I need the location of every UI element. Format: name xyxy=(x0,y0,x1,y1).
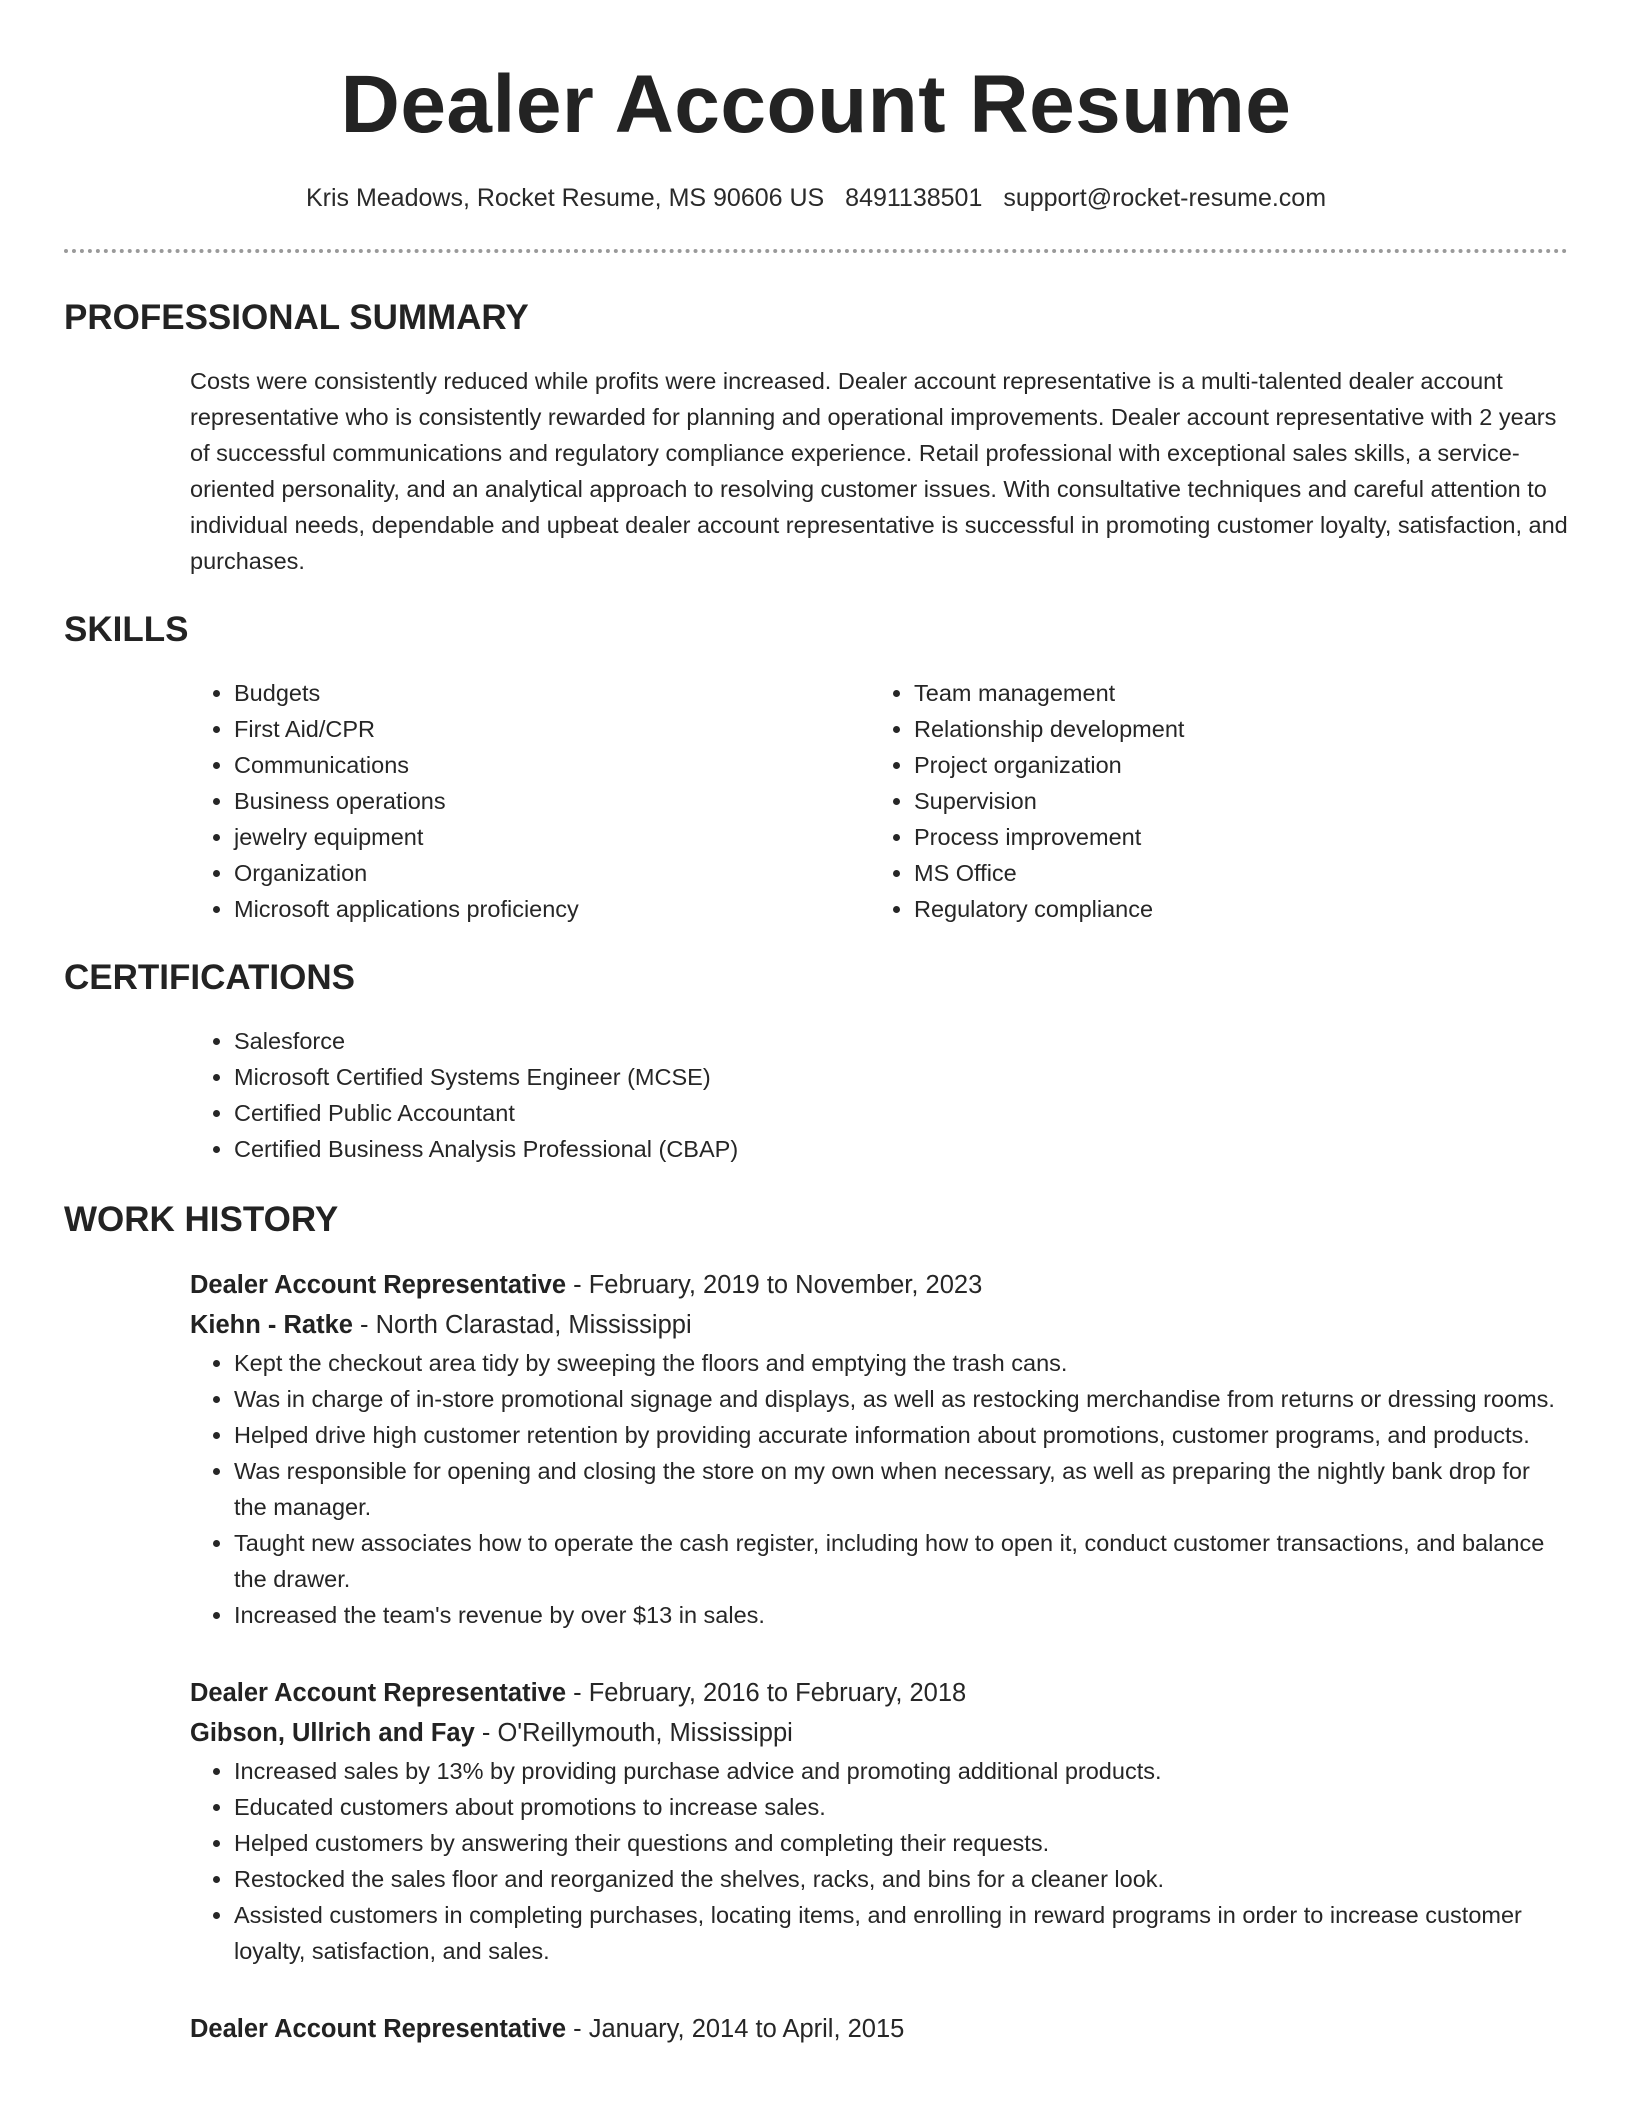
job-bullets xyxy=(190,1753,1568,1969)
job-bullet: • Was in charge of in-store promotional signage and displays, as well as restocking merchandise from returns or dressing rooms. xyxy=(234,1381,1568,1417)
skills-column-right xyxy=(870,675,1550,927)
job-entry xyxy=(190,1265,1568,1633)
skill-item: • Microsoft applications proficiency xyxy=(234,891,870,927)
job-bullet: • Kept the checkout area tidy by sweeping the floors and emptying the trash cans. xyxy=(234,1345,1568,1381)
job-bullet: • Was responsible for opening and closing the store on my own when necessary, as well as preparing the nightly bank drop for the manager. xyxy=(234,1453,1568,1525)
skill-item: • Regulatory compliance xyxy=(914,891,1550,927)
resume-page xyxy=(64,0,1568,2112)
skill-item: • Project organization xyxy=(914,747,1550,783)
skill-item: • MS Office xyxy=(914,855,1550,891)
job-entry xyxy=(190,1673,1568,1969)
job-role: Dealer Account Representative xyxy=(190,1678,567,1707)
job-bullet: • Taught new associates how to operate the cash register, including how to open it, conduct customer transactions, and balance the drawer. xyxy=(234,1525,1568,1597)
certification-item: • Microsoft Certified Systems Engineer (MCSE) xyxy=(234,1059,1568,1095)
job-company-line xyxy=(190,1713,1568,1753)
summary-text: Costs were consistently reduced while profits were increased. Dealer account representative is a multi-talented dealer account representative who is consistently rewarded for planning and operational improvements. Dealer account representative with 2 years of successful communications and regulatory compliance experience. Retail professional with exceptional sales skills, a service-oriented personality, and an analytical approach to resolving customer issues. With consultative techniques and careful attention to individual needs, dependable and upbeat dealer account representative is successful in promoting customer loyalty, satisfaction, and purchases. xyxy=(190,367,1568,574)
section-title-certifications: CERTIFICATIONS xyxy=(64,957,356,997)
skill-item: • First Aid/CPR xyxy=(234,711,870,747)
job-dates: - February, 2019 to November, 2023 xyxy=(566,1270,983,1299)
contact-phone: 8491138501 xyxy=(845,184,983,213)
contact-email: support@rocket-resume.com xyxy=(1003,184,1327,213)
skill-item: • Communications xyxy=(234,747,870,783)
job-company: Kiehn - Ratke xyxy=(190,1310,353,1339)
contact-address: Kris Meadows, Rocket Resume, MS 90606 US xyxy=(305,184,825,213)
job-bullet: • Increased sales by 13% by providing purchase advice and promoting additional products. xyxy=(234,1753,1568,1789)
skills-list xyxy=(190,675,1568,927)
skill-item: • Budgets xyxy=(234,675,870,711)
certification-item: • Certified Public Accountant xyxy=(234,1095,1568,1131)
job-bullet: • Assisted customers in completing purchases, locating items, and enrolling in reward programs in order to increase customer loyalty, satisfaction, and sales. xyxy=(234,1897,1568,1969)
job-role: Dealer Account Representative xyxy=(190,1270,567,1299)
skill-item: • Organization xyxy=(234,855,870,891)
job-role-line xyxy=(190,1265,1568,1305)
job-bullet: • Helped drive high customer retention by providing accurate information about promotions, customer programs, and products. xyxy=(234,1417,1568,1453)
resume-title: Dealer Account Resume xyxy=(340,59,1292,150)
job-bullets xyxy=(190,1345,1568,1633)
job-bullet: • Helped customers by answering their questions and completing their requests. xyxy=(234,1825,1568,1861)
job-location: - O'Reillymouth, Mississippi xyxy=(474,1718,793,1747)
job-dates: - February, 2016 to February, 2018 xyxy=(566,1678,967,1707)
skill-item: • jewelry equipment xyxy=(234,819,870,855)
skill-item: • Process improvement xyxy=(914,819,1550,855)
job-role-line xyxy=(190,1673,1568,1713)
job-bullet: • Restocked the sales floor and reorganized the shelves, racks, and bins for a cleaner look. xyxy=(234,1861,1568,1897)
job-location: - North Clarastad, Mississippi xyxy=(352,1310,692,1339)
certification-item: • Certified Business Analysis Professional (CBAP) xyxy=(234,1131,1568,1167)
certifications-list xyxy=(190,1023,1568,1167)
skill-item: • Team management xyxy=(914,675,1550,711)
job-company: Gibson, Ullrich and Fay xyxy=(190,1718,475,1747)
section-title-skills: SKILLS xyxy=(64,609,189,649)
job-entry xyxy=(190,2009,1568,2049)
certification-item: • Salesforce xyxy=(234,1023,1568,1059)
skills-column-left xyxy=(190,675,870,927)
skill-item: • Business operations xyxy=(234,783,870,819)
job-dates: - January, 2014 to April, 2015 xyxy=(566,2014,905,2043)
section-title-work-history: WORK HISTORY xyxy=(64,1199,339,1239)
skill-item: • Relationship development xyxy=(914,711,1550,747)
section-title-summary: PROFESSIONAL SUMMARY xyxy=(64,297,529,337)
job-bullet: • Increased the team's revenue by over $13 in sales. xyxy=(234,1597,1568,1633)
skill-item: • Supervision xyxy=(914,783,1550,819)
header-divider xyxy=(64,249,1568,253)
contact-line xyxy=(64,182,1568,215)
job-bullet: • Educated customers about promotions to increase sales. xyxy=(234,1789,1568,1825)
job-company-line xyxy=(190,1305,1568,1345)
job-role-line xyxy=(190,2009,1568,2049)
job-role: Dealer Account Representative xyxy=(190,2014,567,2043)
